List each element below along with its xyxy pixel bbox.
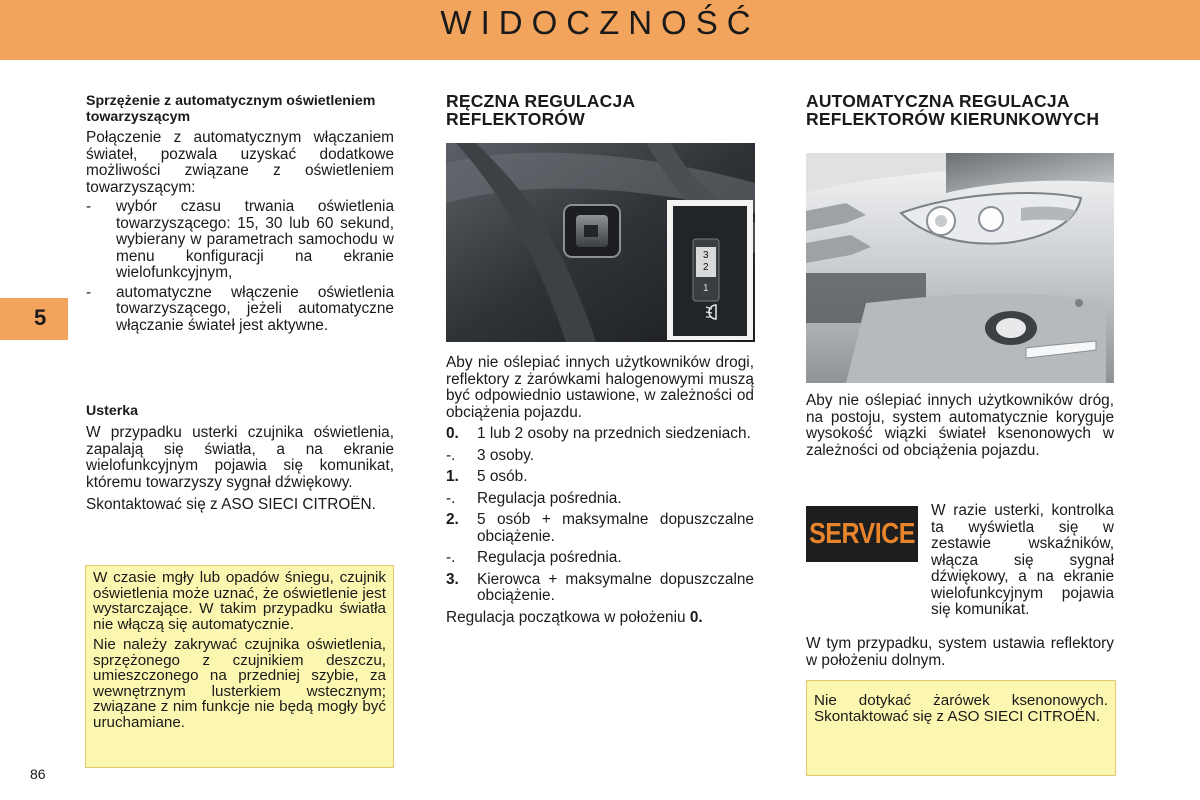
list-item: - automatyczne włączenie oświetlenia towarzyszącego, jeżeli automatyczne włączanie świateł jest aktywne. [86,283,394,334]
section-heading-fault: Usterka [86,403,139,419]
contact-paragraph: Skontaktować się z ASO SIECI CITROËN. [86,496,376,513]
chapter-tab [0,298,68,340]
note-paragraph: Nie należy zakrywać czujnika oświetlenia, sprzężonego z czujnikiem deszczu, umieszczonego na przedniej szybie, za wewnętrznym lusterkiem wstecznym; związane z nim funkcje nie będą mogły być uruchamiane. [93,636,386,731]
chapter-number: 5 [34,305,47,330]
list-item: 2. 5 osób + maksymalne dopuszczalne obciążenie. [446,511,754,545]
list-item: -. Regulacja pośrednia. [446,489,622,507]
left-column [86,93,394,334]
right-after-service [806,636,1114,669]
manual-adjust-intro: Aby nie oślepiać innych użytkowników drogi, reflektory z żarówkami halogenowymi muszą być odpowiednio ustawione, w zależności od obciążenia pojazdu. [446,354,754,421]
dashboard-illustration [446,143,755,342]
car-headlight-photo [806,153,1114,383]
list-item: - wybór czasu trwania oświetlenia towarzyszącego: 15, 30 lub 60 sekund, wybierany w parametrach samochodu w menu konfiguracji na ekranie wielofunkcyjnym, [86,198,394,281]
list-item: 1. 5 osób. [446,468,528,485]
warning-note-right [806,680,1116,776]
dial-number: 3 [703,250,709,261]
fallback-position-paragraph: W tym przypadku, system ustawia reflektory w położeniu dolnym. [806,635,1114,669]
right-heading-block [806,92,1116,128]
service-description: W razie usterki, kontrolka ta wyświetla się w zestawie wskaźników, włącza się sygnał dźwiękowy, a na ekranie wielofunkcyjnym pojawia się komunikat. [931,502,1114,618]
section-heading-auto-adjust: AUTOMATYCZNA REGULACJA REFLEKTORÓW KIERUNKOWYCH [806,91,1100,129]
note-paragraph: Nie dotykać żarówek ksenonowych. Skontaktować się z ASO SIECI CITROËN. [814,692,1108,725]
list-item: 0. 1 lub 2 osoby na przednich siedzeniach. [446,425,751,442]
note-paragraph: W czasie mgły lub opadów śniegu, czujnik oświetlenia może uznać, że oświetlenie jest wystarczające. W takim przypadku światła nie włączą się automatycznie. [93,569,386,633]
section-heading-manual-adjust: RĘCZNA REGULACJA REFLEKTORÓW [446,91,635,129]
initial-position-line: Regulacja początkowa w położeniu 0. [446,608,703,626]
companion-lighting-intro: Połączenie z automatycznym włączaniem świateł, pozwala uzyskać dodatkowe możliwości związane z oświetleniem towarzyszącym: [86,129,394,196]
dashboard-switch-photo [446,143,755,342]
list-item: 3. Kierowca + maksymalne dopuszczalne obciążenie. [446,570,754,604]
left-column-fault [86,403,394,514]
page-number: 86 [30,766,46,782]
service-warning-icon [806,506,918,562]
auto-adjust-intro: Aby nie oślepiać innych użytkowników dróg, na postoju, system automatycznie koryguje wysokość wiązki świateł ksenonowych w zależności od obciążenia pojazdu. [806,392,1114,459]
warning-note-left [85,565,394,768]
car-front-illustration [806,153,1114,383]
middle-heading-block [446,92,754,128]
list-item: -. Regulacja pośrednia. [446,549,622,566]
dial-number: 2 [703,262,709,273]
service-label: SERVICE [809,517,915,551]
section-heading-companion-lighting: Sprzężenie z automatycznym oświetleniem towarzyszącym [86,93,376,125]
fault-paragraph: W przypadku usterki czujnika oświetlenia, zapalają się światła, a na ekranie wielofunkcyjnym pojawia się komunikat, któremu towarzyszy sygnał dźwiękowy. [86,424,394,491]
middle-column [446,355,754,626]
page-title: WIDOCZNOŚĆ [440,4,760,41]
dial-number: 1 [703,283,709,294]
right-column [806,393,1114,459]
list-item: -. 3 osoby. [446,446,535,464]
position-list [446,426,754,605]
